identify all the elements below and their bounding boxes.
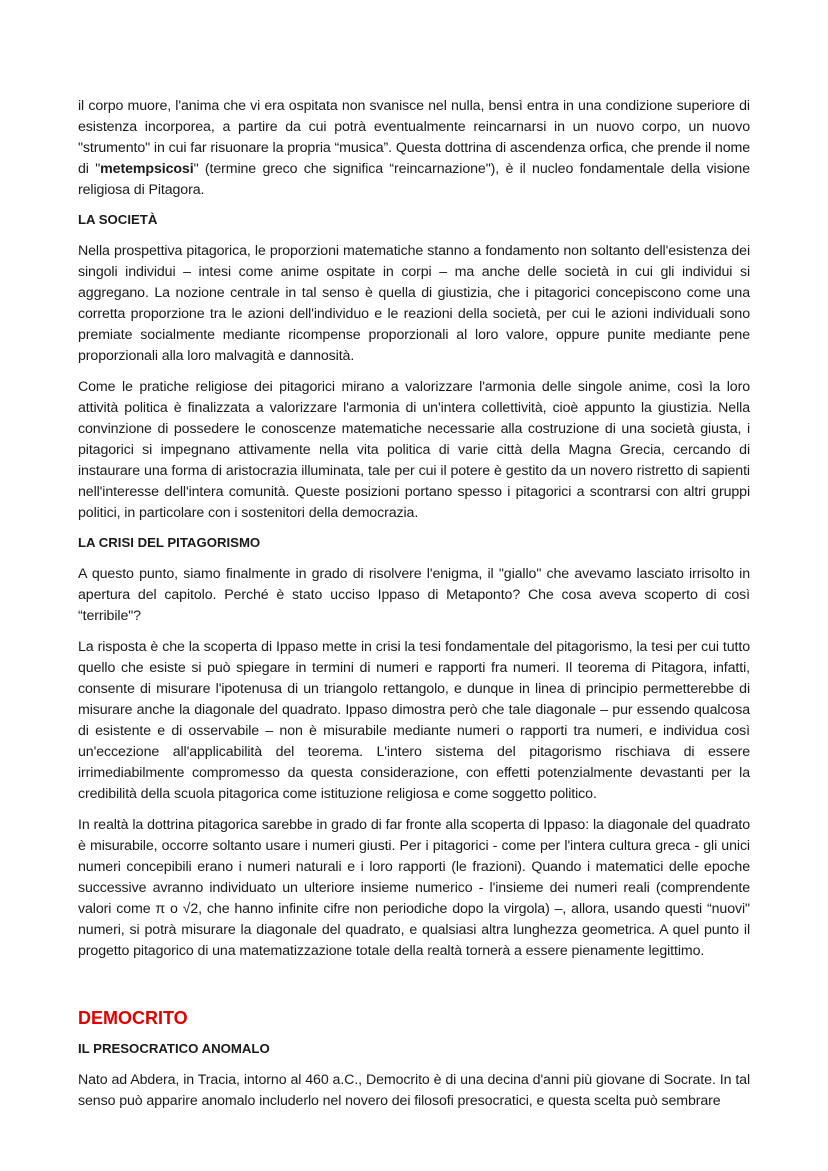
chapter-title-democrito: DEMOCRITO (78, 1008, 188, 1028)
paragraph-crisi-1: A questo punto, siamo finalmente in grado di risolvere l'enigma, il "giallo" che avevamo lasciato irrisolto in apertura del capitolo. Perché è stato ucciso Ippaso di Metaponto? Che cosa aveva scoperto di così “terribile"? (78, 566, 750, 624)
intro-text-1: il corpo muore, l'anima che vi era ospitata non svanisce nel nulla, bensì entra in una condizione superiore di esistenza incorporea, a partire da cui potrà eventualmente reincarnarsi in un nuovo corpo, un nuovo "strumento" in cui far risuonare la propria “musica”. Questa dottrina di ascendenza orfica, che prende il nome di " (78, 98, 750, 177)
heading-il-presocratico-anomalo: IL PRESOCRATICO ANOMALO (78, 1041, 270, 1056)
paragraph-crisi-2: La risposta è che la scoperta di Ippaso mette in crisi la tesi fondamentale del pitagorismo, la tesi per cui tutto quello che esiste si può spiegare in termini di numeri e rapporti fra numeri. Il teorema di Pitagora, infatti, consente di misurare l'ipotenusa di un triangolo rettangolo, e dunque in linea di principio permetterebbe di misurare anche la diagonale del quadrato. Ippaso dimostra però che tale diagonale – pur essendo qualcosa di esistente e di osservabile – non è misurabile mediante numeri o rapporti tra numeri, e individua così un'eccezione all'applicabilità del teorema. L'intero sistema del pitagorismo rischiava di essere irrimediabilmente compromesso da questa considerazione, con effetti potenzialmente devastanti per la credibilità della scuola pitagorica come istituzione religiosa e come soggetto politico. (78, 639, 750, 802)
term-metempsicosi: metempsicosi (100, 161, 194, 177)
document-page (78, 96, 750, 1112)
heading-la-societa: LA SOCIETÀ (78, 212, 158, 227)
intro-text-2: " (termine greco che significa “reincarnazione"), è il nucleo fondamentale della visione religiosa di Pitagora. (78, 161, 751, 198)
paragraph-crisi-3: In realtà la dottrina pitagorica sarebbe in grado di far fronte alla scoperta di Ippaso: la diagonale del quadrato è misurabile, occorre soltanto usare i numeri giusti. Per i pitagorici - come per l'intera cultura greca - gli unici numeri concepibili erano i numeri naturali e i loro rapporti (le frazioni). Quando i matematici delle epoche successive avranno individuato un ulteriore insieme numerico - l'insieme dei numeri reali (comprendente valori come π o √2, che hanno infinite cifre non periodiche dopo la virgola) –, allora, usando questi “nuovi" numeri, si potrà misurare la diagonale del quadrato, e qualsiasi altra lunghezza geometrica. A quel punto il progetto pitagorico di una matematizzazione totale della realtà tornerà a essere pienamente legittimo. (78, 817, 750, 959)
paragraph-democrito-1: Nato ad Abdera, in Tracia, intorno al 460 a.C., Democrito è di una decina d'anni più giovane di Socrate. In tal senso può apparire anomalo includerlo nel novero dei filosofi presocratici, e questa scelta può sembrare (78, 1072, 750, 1109)
heading-la-crisi-del-pitagorismo: LA CRISI DEL PITAGORISMO (78, 535, 261, 550)
paragraph-societa-1: Nella prospettiva pitagorica, le proporzioni matematiche stanno a fondamento non soltanto dell'esistenza dei singoli individui – intesi come anime ospitate in corpi – ma anche delle società in cui gli individui si aggregano. La nozione centrale in tal senso è quella di giustizia, che i pitagorici concepiscono come una corretta proporzione tra le azioni dell'individuo e le reazioni della società, per cui le azioni individuali sono premiate socialmente mediante ricompense proporzionali al loro valore, oppure punite mediante pene proporzionali alla loro malvagità e dannosità. (78, 243, 750, 364)
paragraph-societa-2: Come le pratiche religiose dei pitagorici mirano a valorizzare l'armonia delle singole anime, così la loro attività politica è finalizzata a valorizzare l'armonia di un'intera collettività, cioè appunto la giustizia. Nella convinzione di possedere le conoscenze matematiche necessarie alla costruzione di una società giusta, i pitagorici si impegnano attivamente nella vita politica di varie città della Magna Grecia, cercando di instaurare una forma di aristocrazia illuminata, tale per cui il potere è gestito da un novero ristretto di sapienti nell'interesse dell'intera comunità. Queste posizioni portano spesso i pitagorici a scontrarsi con altri gruppi politici, in particolare con i sostenitori della democrazia. (78, 379, 750, 521)
intro-paragraph (78, 96, 750, 201)
